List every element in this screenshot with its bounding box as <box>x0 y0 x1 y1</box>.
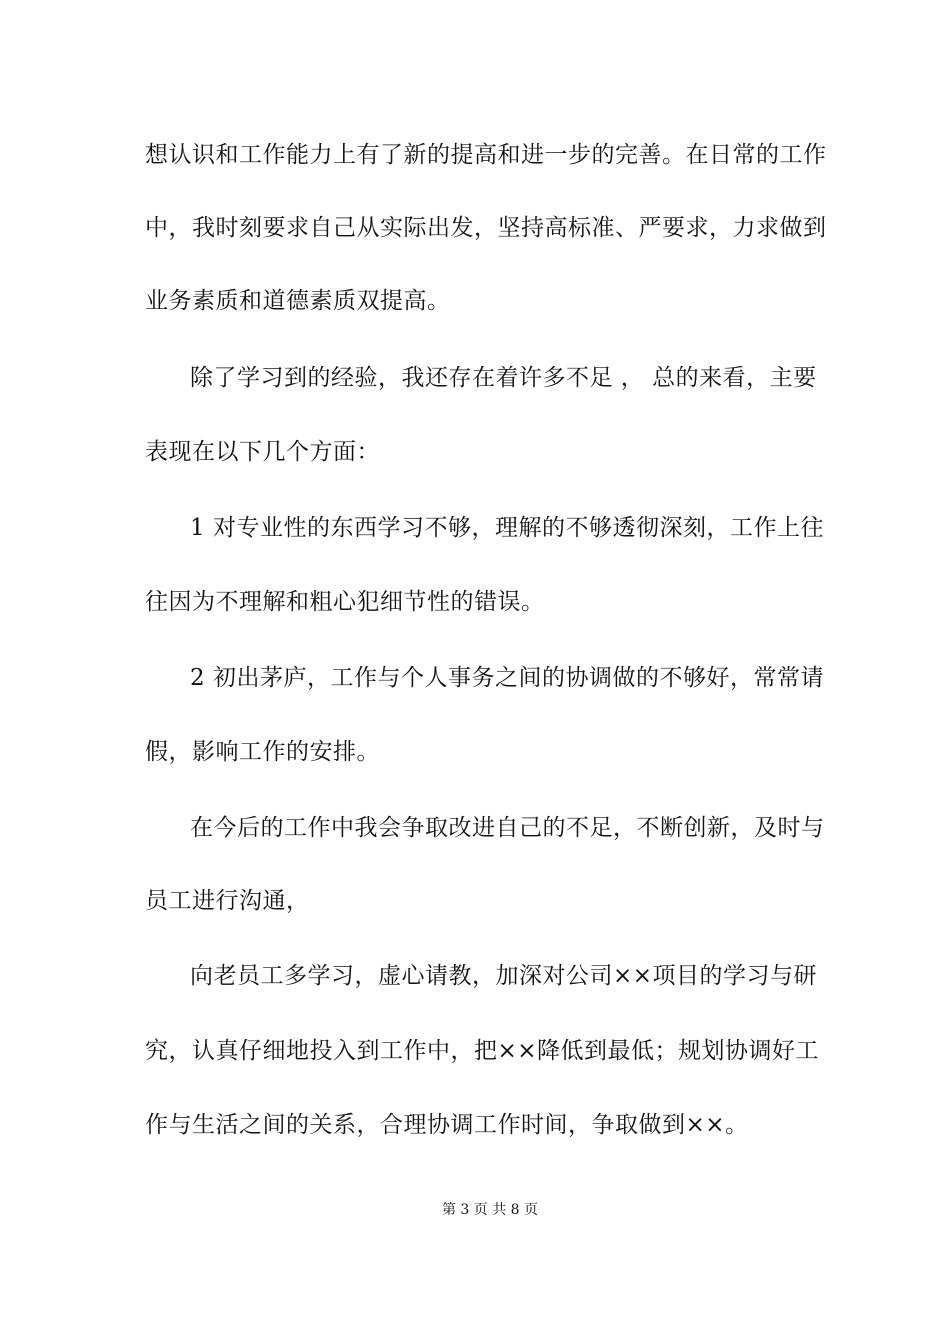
text-line-12: 向老员工多学习，虚心请教，加深对公司××项目的学习与研 <box>190 963 818 989</box>
text-line-14: 作与生活之间的关系，合理协调工作时间，争取做到××。 <box>145 1112 749 1138</box>
text-line-2: 中，我时刻要求自己从实际出发，坚持高标准、严要求，力求做到 <box>145 215 827 241</box>
text-line-13: 究，认真仔细地投入到工作中，把××降低到最低；规划协调好工 <box>145 1038 820 1064</box>
text-line-5: 表现在以下几个方面： <box>145 439 380 465</box>
text-line-4: 除了学习到的经验，我还存在着许多不足 ， 总的来看，主要 <box>190 365 817 391</box>
text-line-7: 往因为不理解和粗心犯细节性的错误。 <box>145 589 545 615</box>
text-line-3: 业务素质和道德素质双提高。 <box>145 288 451 314</box>
text-line-6: 1 对专业性的东西学习不够，理解的不够透彻深刻，工作上往 <box>190 515 824 541</box>
text-line-8: 2 初出茅庐，工作与个人事务之间的协调做的不够好，常常请 <box>190 665 824 691</box>
page-number-footer: 第 3 页 共 8 页 <box>441 1202 539 1218</box>
text-line-10: 在今后的工作中我会争取改进自己的不足，不断创新，及时与 <box>190 815 825 841</box>
text-line-11: 员工进行沟通， <box>145 888 310 914</box>
text-line-9: 假，影响工作的安排。 <box>145 739 380 765</box>
text-line-1: 想认识和工作能力上有了新的提高和进一步的完善。在日常的工作 <box>145 142 827 168</box>
